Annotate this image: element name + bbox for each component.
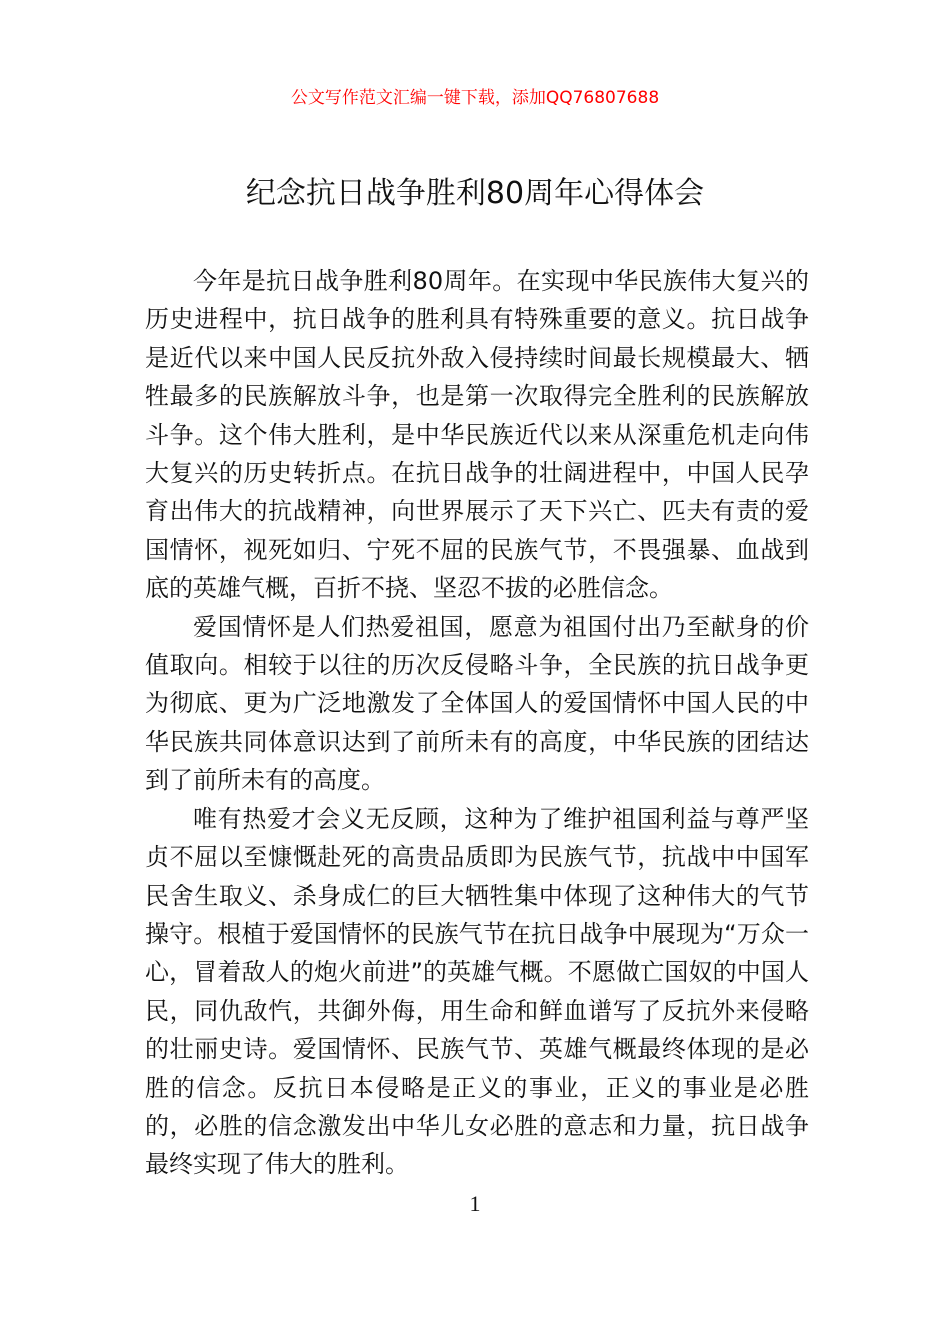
body-paragraph-2: 爱国情怀是人们热爱祖国，愿意为祖国付出乃至献身的价值取向。相较于以往的历次反侵略斗争，全民族的抗日战争更为彻底、更为广泛地激发了全体国人的爱国情怀中国人民的中华民族共同体意识达到了前所未有的高度，中华民族的团结达到了前所未有的高度。 xyxy=(145,612,809,795)
document-body xyxy=(145,262,809,1184)
page-number: 1 xyxy=(469,1191,481,1216)
body-paragraph-1: 今年是抗日战争胜利80周年。在实现中华民族伟大复兴的历史进程中，抗日战争的胜利具有特殊重要的意义。抗日战争是近代以来中国人民反抗外敌入侵持续时间最长规模最大、牺牲最多的民族解放斗争，也是第一次取得完全胜利的民族解放斗争。这个伟大胜利，是中华民族近代以来从深重危机走向伟大复兴的历史转折点。在抗日战争的壮阔进程中，中国人民孕育出伟大的抗战精神，向世界展示了天下兴亡、匹夫有责的爱国情怀，视死如归、宁死不屈的民族气节，不畏强暴、血战到底的英雄气概，百折不挠、坚忍不拔的必胜信念。 xyxy=(145,267,809,603)
body-paragraph-3: 唯有热爱才会义无反顾，这种为了维护祖国利益与尊严坚贞不屈以至慷慨赴死的高贵品质即为民族气节，抗战中中国军民舍生取义、杀身成仁的巨大牺牲集中体现了这种伟大的气节操守。根植于爱国情怀的民族气节在抗日战争中展现为“万众一心，冒着敌人的炮火前进”的英雄气概。不愿做亡国奴的中国人民，同仇敌忾，共御外侮，用生命和鲜血谱写了反抗外来侵略的壮丽史诗。爱国情怀、民族气节、英雄气概最终体现的是必胜的信念。反抗日本侵略是正义的事业，正义的事业是必胜的，必胜的信念激发出中华儿女必胜的意志和力量，抗日战争最终实现了伟大的胜利。 xyxy=(145,804,809,1179)
document-title: 纪念抗日战争胜利80周年心得体会 xyxy=(245,176,705,211)
download-promo-note: 公文写作范文汇编一键下载，添加QQ76807688 xyxy=(290,88,660,108)
